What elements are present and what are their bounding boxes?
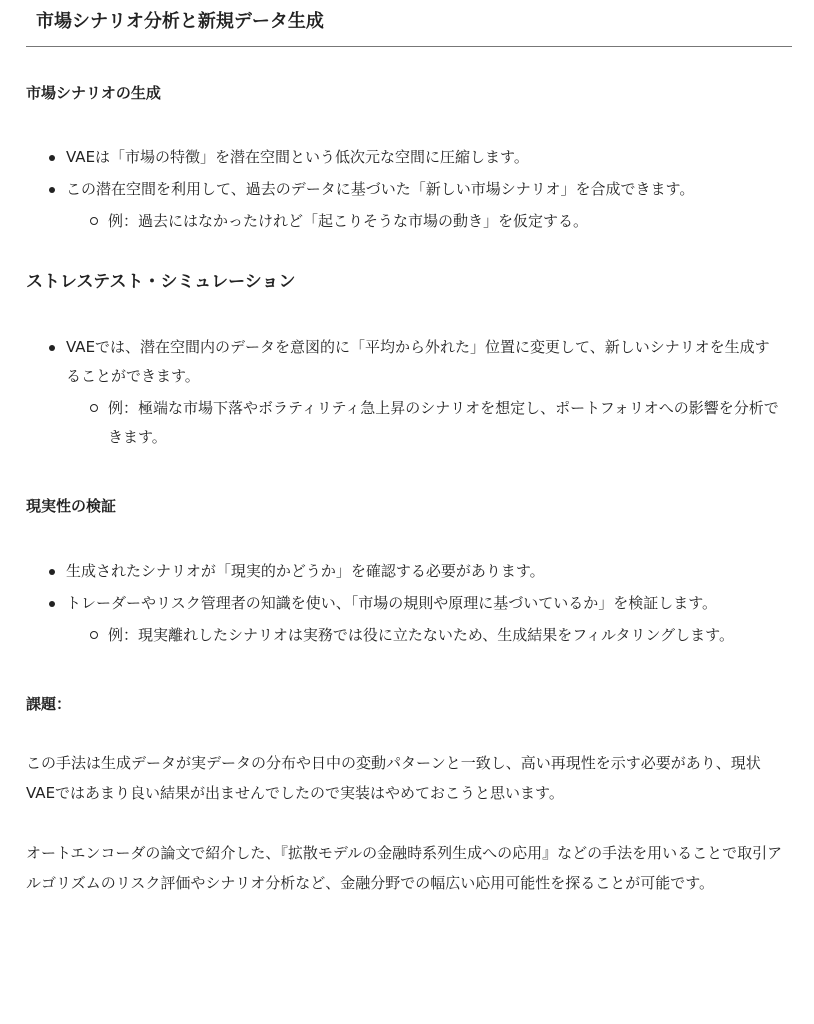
list-item: この潜在空間を利用して、過去のデータに基づいた「新しい市場シナリオ」を合成できます。 <box>26 175 792 204</box>
section-market-scenario <box>26 83 792 236</box>
section-heading: 市場シナリオの生成 <box>26 84 161 102</box>
list-item: 生成されたシナリオが「現実的かどうか」を確認する必要があります。 <box>26 557 792 586</box>
section-heading: ストレステスト・シミュレーション <box>26 272 296 292</box>
sub-list-item: 例：過去にはなかったけれど「起こりそうな市場の動き」を仮定する。 <box>26 207 792 236</box>
list-item: VAEでは、潜在空間内のデータを意図的に「平均から外れた」位置に変更して、新しいシナリオを生成することができます。 <box>26 333 792 391</box>
bullet-list <box>26 333 792 452</box>
list-item: VAEは「市場の特徴」を潜在空間という低次元な空間に圧縮します。 <box>26 143 792 172</box>
bullet-list <box>26 557 792 650</box>
issue-paragraph: オートエンコーダの論文で紹介した、『拡散モデルの金融時系列生成への応用』などの手法を用いることで取引アルゴリズムのリスク評価やシナリオ分析など、金融分野での幅広い応用可能性を探ることが可能です。 <box>26 844 783 892</box>
issue-heading: 課題： <box>26 695 72 713</box>
issue-paragraph: この手法は生成データが実データの分布や日中の変動パターンと一致し、高い再現性を示す必要があり、現状VAEではあまり良い結果が出ませんでしたので実装はやめておこうと思います。 <box>26 754 761 802</box>
list-item: トレーダーやリスク管理者の知識を使い、「市場の規則や原理に基づいているか」を検証します。 <box>26 589 792 618</box>
section-issue <box>26 694 792 898</box>
section-heading: 現実性の検証 <box>26 497 117 515</box>
bullet-list <box>26 143 792 236</box>
sub-list-item: 例：現実離れしたシナリオは実務では役に立たないため、生成結果をフィルタリングします。 <box>26 621 792 650</box>
page-title: 市場シナリオ分析と新規データ生成 <box>26 0 792 47</box>
section-reality-check <box>26 496 792 650</box>
section-stress-test <box>26 272 792 452</box>
sub-list-item: 例：極端な市場下落やボラティリティ急上昇のシナリオを想定し、ポートフォリオへの影響を分析できます。 <box>26 394 792 452</box>
